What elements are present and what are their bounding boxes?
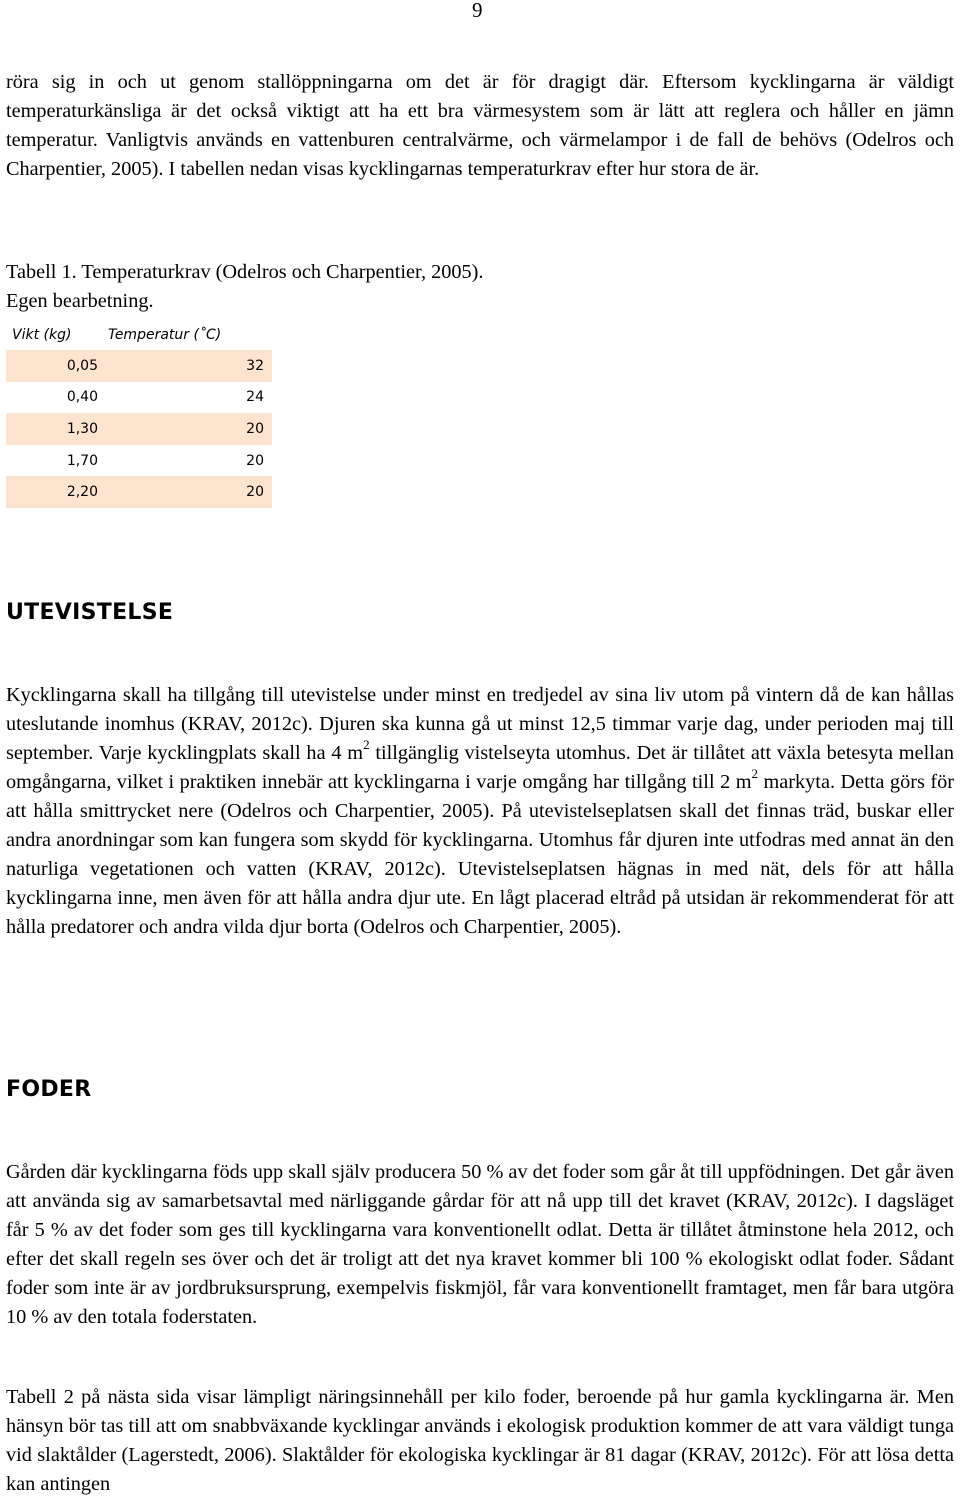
table-row	[6, 382, 272, 414]
temperature-table	[6, 320, 272, 508]
table-caption-note: Egen bearbetning.	[6, 290, 154, 312]
section-heading-foder: FODER	[6, 1077, 92, 1102]
header-temperature: Temperatur (˚C)	[108, 327, 222, 343]
intro-paragraph: röra sig in och ut genom stallöppningarna om det är för dragigt där. Eftersom kycklingarna är väldigt temperaturkänsliga är det också viktigt att ha ett bra värmesystem som är lätt att reglera och håller en jämn temperatur. Vanligtvis används en vattenburen centralvärme, och värmelampor i de fall de behövs (Odelros och Charpentier, 2005). I tabellen nedan visas kycklingarnas temperaturkrav efter hur stora de är.	[6, 71, 954, 180]
superscript-2: 2	[751, 766, 758, 782]
cell-weight: 1,30	[6, 413, 102, 445]
header-weight: Vikt (kg)	[12, 327, 72, 343]
superscript-2: 2	[363, 737, 370, 753]
section-heading-utevistelse: UTEVISTELSE	[6, 600, 174, 625]
page-number: 9	[472, 0, 483, 22]
table-caption	[6, 258, 706, 316]
table-row	[6, 445, 272, 477]
foder-paragraph-2: Tabell 2 på nästa sida visar lämpligt näringsinnehåll per kilo foder, beroende på hur gamla kycklingarna är. Men hänsyn bör tas till att om snabbväxande kycklingar används i ekologisk produktion kommer de att vara väldigt tunga vid slaktålder (Lagerstedt, 2006). Slaktålder för ekologiska kycklingar är 81 dagar (KRAV, 2012c). För att lösa detta kan antingen	[6, 1386, 954, 1495]
foder-paragraph-1: Gården där kycklingarna föds upp skall själv producera 50 % av det foder som går åt till uppfödningen. Det går även att använda sig av samarbetsavtal med närliggande gårdar för att nå upp till det kravet (KRAV, 2012c). I dagsläget får 5 % av det foder som ges till kycklingarna vara konventionellt odlat. Detta är tillåtet åtminstone hela 2012, och efter det skall regeln ses över och det är troligt att det nya kravet kommer bli 100 % ekologiskt odlat foder. Sådant foder som inte är av jordbruksursprung, exempelvis fiskmjöl, får vara konventionellt framtaget, men får bara utgöra 10 % av den totala foderstaten.	[6, 1161, 954, 1328]
cell-weight: 0,40	[66, 389, 98, 406]
cell-weight: 1,70	[66, 452, 98, 469]
cell-temperature: 32	[102, 350, 272, 382]
cell-weight: 2,20	[6, 476, 102, 508]
cell-temperature: 20	[102, 476, 272, 508]
table-row	[6, 350, 272, 382]
cell-temperature: 20	[102, 413, 272, 445]
table-caption-title: Tabell 1. Temperaturkrav (Odelros och Charpentier, 2005).	[6, 261, 484, 283]
cell-temperature: 24	[246, 389, 264, 406]
utevistelse-text-1: Kycklingarna skall ha tillgång till utevistelse under minst en tredjedel av sina liv utom på vintern då de kan hållas uteslutande inomhus (KRAV, 2012c). Djuren ska kunna gå ut minst 12,5 timmar varje dag, under perioden maj till september. Varje kycklingplats skall ha 4 m	[6, 684, 954, 764]
utevistelse-text-2: tillgänglig vistelseyta utomhus. Det är tillåtet att växla betesyta mellan omgångarna, vilket i praktiken innebär att kycklingarna i varje omgång har tillgång till 2 m	[6, 742, 954, 793]
cell-temperature: 20	[246, 452, 264, 469]
utevistelse-text-3: markyta. Detta görs för att hålla smittrycket nere (Odelros och Charpentier, 2005). På utevistelseplatsen skall det finnas träd, buskar eller andra anordningar som kan fungera som skydd för kycklingarna. Utomhus får djuren inte utfodras med annat än den naturliga vegetationen och vatten (KRAV, 2012c). Utevistelseplatsen hägnas in med nät, dels för att hålla kycklingarna inne, men även för att hålla andra djur ute. En lågt placerad eltråd på utsidan är rekommenderat för att hålla predatorer och andra vilda djur borta (Odelros och Charpentier, 2005).	[6, 771, 955, 938]
table-row	[6, 413, 272, 445]
utevistelse-paragraph	[6, 681, 954, 942]
table-row	[6, 476, 272, 508]
cell-weight: 0,05	[6, 350, 102, 382]
table-header-row	[6, 320, 272, 350]
